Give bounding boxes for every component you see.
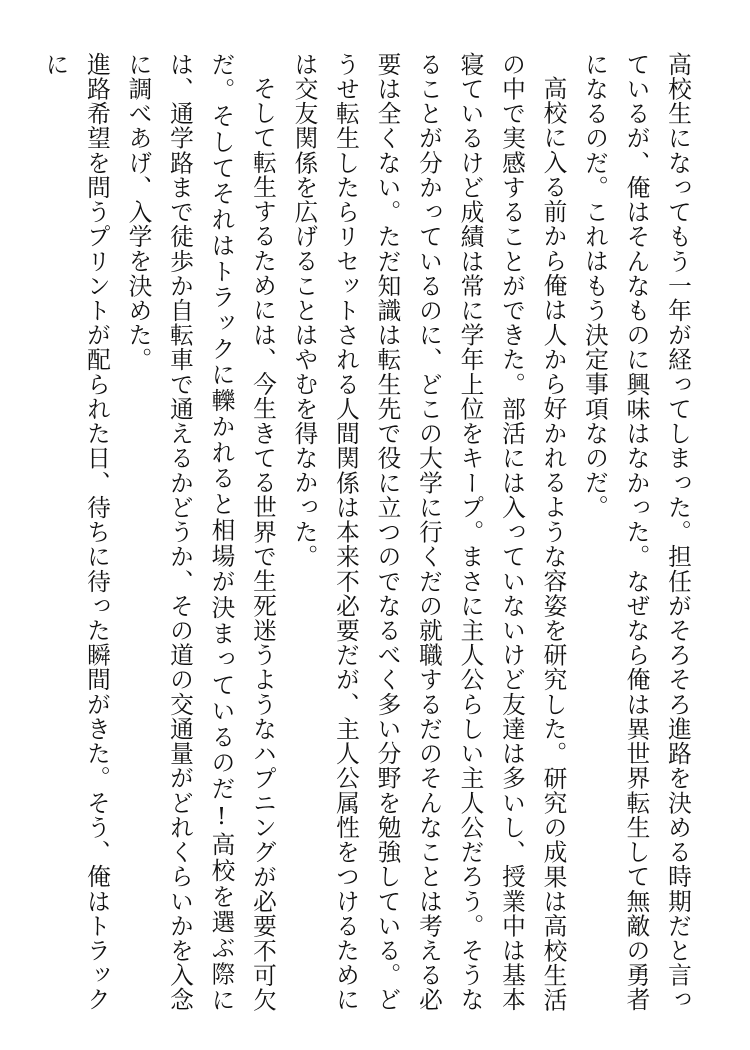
paragraph-1: 高校生になってもう一年が経ってしまった。担任がそろそろ進路を決める時期だと言っているが、俺はそんなものに興味はなかった。なぜなら俺は異世界転生して無敵の勇者になるのだ。これはもう決定事項なのだ。 [581,52,692,1012]
paragraph-3: そして転生するためには、今生きてる世界で生死迷うようなハプニングが必要不可欠だ。そしてそれはトラックに轢かれると相場が決まっているのだ!高校を選ぶ際には、通学路まで徒歩か自転車で通えるかどうか、その道の交通量がどれくらいかを入念に調べあげ、入学を決めた。 [124,52,277,1012]
vertical-text-body [41,52,698,1012]
paragraph-2: 高校に入る前から俺は人から好かれるような容姿を研究した。研究の成果は高校生活の中で実感することができた。部活には入っていないけど友達は多いし、授業中は基本寝ているけど成績は常に学年上位をキープ。まさに主人公らしい主人公だろう。そうなることが分かっているのに、どこの大学に行くだの就職するだのそんなことは考える必要は全くない。ただ知識は転生先で役に立つのでなるべく多い分野を勉強している。どうせ転生したらリセットされる人間関係は本来不必要だが、主人公属性をつけるためには交友関係を広げることはやむを得なかった。 [290,52,568,1012]
paragraph-4: 進路希望を問うプリントが配られた日、待ちに待った瞬間がきた。そう、俺はトラックに [41,52,111,1012]
